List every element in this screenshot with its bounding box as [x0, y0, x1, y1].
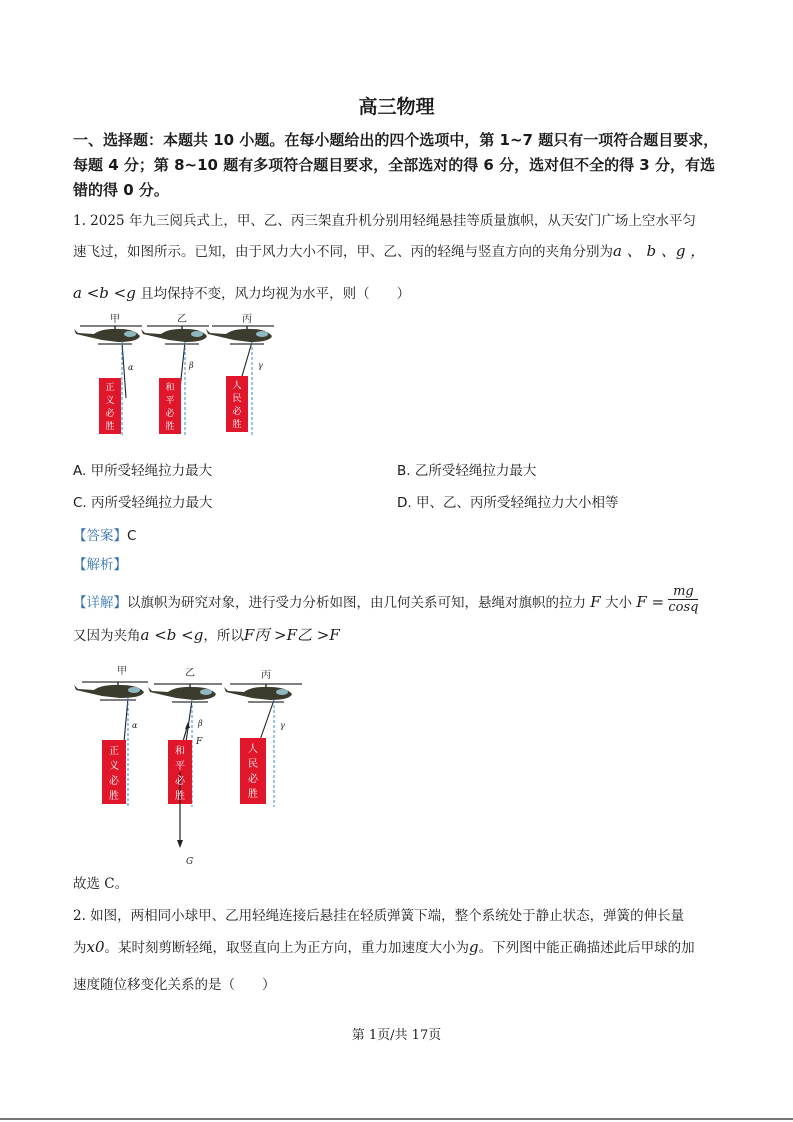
q1-option-b: B. 乙所受轻绳拉力最大 — [397, 463, 537, 479]
q1-conclusion: 故选 C。 — [73, 876, 129, 892]
fig2-angle-beta: β — [198, 719, 203, 728]
q1-angles: a 、 b 、g ， — [613, 242, 706, 260]
fig1-banner-2-char-0: 人 — [232, 381, 242, 391]
fig1-banner-1-char-0: 和 — [165, 383, 175, 393]
q2-line3: 速度随位移变化关系的是（ ） — [73, 977, 276, 993]
formula-fraction — [668, 584, 698, 615]
fig2-label-jia: 甲 — [117, 666, 127, 677]
so-text: ，所以 — [203, 628, 244, 644]
fig2-banner-1-char-3: 胜 — [175, 791, 185, 802]
fig2-helicopter-yi — [148, 667, 222, 867]
fig2-banner-0-char-3: 胜 — [109, 791, 119, 802]
bottom-divider — [0, 1118, 793, 1120]
q2-line1: 2. 如图，两相同小球甲、乙用轻绳连接后悬挂在轻质弹簧下端，整个系统处于静止状态，弹簧的伸长量 — [73, 908, 685, 924]
formula-lhs: F = — [636, 593, 665, 611]
fig2-banner-1-char-0: 和 — [175, 746, 185, 757]
fig1-banner-0-char-2: 必 — [105, 409, 115, 419]
helicopter-yi — [141, 313, 209, 435]
section-heading: 一、选择题：本题共 10 小题。在每小题给出的四个选项中，第 1~7 题只有一项符合题目要求，每题 4 分；第 8~10 题有多项符合题目要求，全部选对的得 6 分，选对但不全的得 3 分，有选错的得 0 分。 — [73, 131, 719, 199]
detail-text: 以旗帜为研究对象，进行受力分析如图，由几何关系可知，悬绳对旗帜的拉力 — [127, 595, 586, 611]
formula-denominator: cosq — [668, 600, 699, 615]
fig1-banner-2-char-3: 胜 — [232, 420, 242, 430]
q1-option-d: D. 甲、乙、丙所受轻绳拉力大小相等 — [397, 495, 619, 511]
fig1-banner-1-char-1: 平 — [165, 396, 175, 406]
fig2-banner-0-char-2: 必 — [109, 776, 119, 787]
fig1-banner-0-char-1: 义 — [105, 396, 115, 406]
detail-F-symbol: F — [590, 593, 601, 611]
figure-force-analysis — [72, 662, 308, 870]
again-inequality: a <b <g — [140, 626, 204, 644]
fig1-banner-2-char-2: 必 — [232, 407, 242, 417]
fig1-angle-beta: β — [189, 361, 194, 370]
formula-numerator: mg — [668, 584, 698, 600]
fig1-label-bing: 丙 — [242, 314, 252, 325]
fig2-angle-gamma: γ — [280, 721, 285, 730]
fig1-banner-1-char-3: 胜 — [165, 422, 175, 432]
fig1-label-jia: 甲 — [110, 314, 120, 325]
fig1-banner-0-char-0: 正 — [105, 383, 115, 393]
q2-g: g — [469, 938, 479, 956]
fig2-banner-0-char-0: 正 — [109, 746, 119, 757]
answer-tag: 【答案】 — [73, 528, 127, 544]
page-title: 高三物理 — [358, 96, 435, 118]
detail-mid: 大小 — [605, 595, 633, 611]
q1-inequality: a <b <g — [73, 284, 136, 302]
fig2-force-G: G — [186, 857, 194, 867]
fig2-banner-2-char-3: 胜 — [248, 789, 258, 800]
page-footer: 第 1页/共 17页 — [351, 1028, 442, 1043]
fig2-angle-alpha: α — [132, 721, 138, 730]
q2-line2b: 。某时刻剪断轻绳，取竖直向上为正方向，重力加速度大小为 — [104, 940, 470, 956]
fig2-banner-2-char-2: 必 — [248, 774, 258, 785]
fig2-banner-0-char-1: 义 — [109, 761, 119, 772]
q1-line3 — [73, 280, 723, 307]
fig2-banner-1-char-1: 平 — [175, 761, 185, 772]
q2-x0: x0 — [86, 938, 105, 956]
q2-line2a: 为 — [73, 940, 87, 956]
analysis-tag: 【解析】 — [73, 557, 127, 573]
again-text: 又因为夹角 — [73, 628, 141, 644]
fig1-angle-alpha: α — [128, 363, 134, 372]
q1-line1: 1. 2025 年九三阅兵式上，甲、乙、丙三架直升机分别用轻绳悬挂等质量旗帜，从天安门广场上空水平匀 — [73, 213, 696, 229]
q1-line2-text: 速飞过，如图所示。已知，由于风力大小不同，甲、乙、丙的轻绳与竖直方向的夹角分别为 — [73, 244, 613, 260]
fig2-banner-2-char-0: 人 — [248, 744, 258, 755]
fig1-banner-0-char-3: 胜 — [105, 422, 115, 432]
fig2-banner-2-char-1: 民 — [248, 759, 258, 770]
q1-answer — [73, 524, 136, 544]
q1-option-c: C. 丙所受轻绳拉力最大 — [73, 495, 213, 511]
q2-line2c: 。下列图中能正确描述此后甲球的加 — [478, 940, 695, 956]
q1-line2 — [73, 238, 723, 265]
figure-helicopters-1 — [72, 310, 282, 438]
fig2-label-yi: 乙 — [185, 668, 195, 679]
answer-value: C — [127, 528, 137, 544]
fig1-label-yi: 乙 — [177, 314, 187, 325]
fig1-banner-1-char-2: 必 — [165, 409, 175, 419]
fig1-banner-2-char-1: 民 — [232, 394, 242, 404]
q1-line3-text: 且均保持不变，风力均视为水平，则（ ） — [140, 286, 411, 302]
q2-line2 — [73, 934, 723, 961]
q1-again-line — [73, 622, 723, 649]
fig2-label-bing: 丙 — [261, 670, 271, 681]
detail-tag: 【详解】 — [73, 595, 127, 611]
q1-option-a: A. 甲所受轻绳拉力最大 — [73, 463, 213, 479]
fig1-angle-gamma: γ — [258, 361, 263, 370]
fig2-force-F: F — [196, 737, 203, 747]
fig2-helicopter-bing — [224, 669, 302, 807]
q1-detail — [73, 584, 733, 619]
result-inequality: F丙 >F乙 >F — [243, 626, 340, 644]
fig2-banner-1-char-2: 必 — [175, 776, 185, 787]
